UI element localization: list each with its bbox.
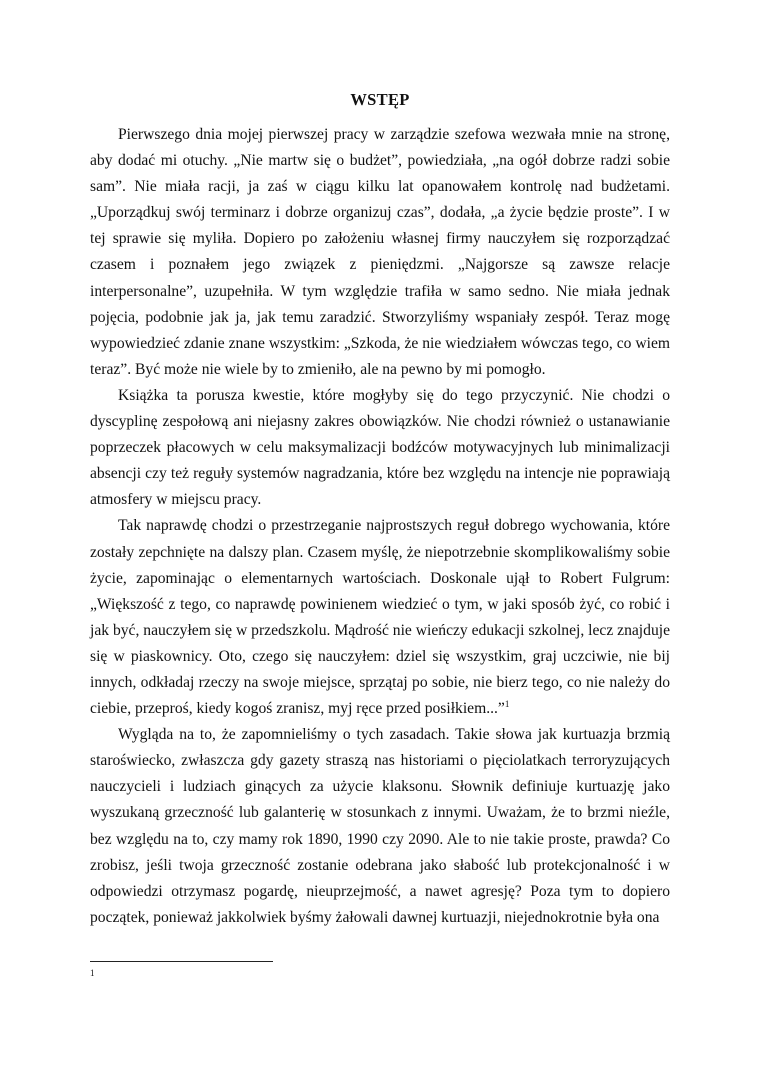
footnote-reference: 1	[504, 698, 510, 709]
body-text	[90, 122, 670, 931]
footnote-separator	[90, 961, 273, 962]
paragraph-2: Książka ta porusza kwestie, które mogłyby się do tego przyczynić. Nie chodzi o dyscyplinę zespołową ani niejasny zakres obowiązków. Nie chodzi również o ustanawianie poprzeczek płacowych w celu maksymalizacji bodźców motywacyjnych lub minimalizacji absencji czy też reguły systemów nagradzania, które bez względu na intencje nie poprawiają atmosfery w miejscu pracy.	[90, 386, 670, 509]
paragraph-3-text: Tak naprawdę chodzi o przestrzeganie najprostszych reguł dobrego wychowania, które zostały zepchnięte na dalszy plan. Czasem myślę, że niepotrzebnie skomplikowaliśmy sobie życie, zapominając o elementarnych wartościach. Doskonale ujął to Robert Fulgrum: „Większość z tego, co naprawdę powinienem wiedzieć o tym, w jaki sposób żyć, co robić i jak być, nauczyłem się w przedszkolu. Mądrość nie wieńczy edukacji szkolnej, lecz znajduje się w piaskownicy. Oto, czego się nauczyłem: dziel się wszystkim, graj uczciwie, nie bij innych, odkładaj rzeczy na swoje miejsce, sprzątaj po sobie, nie bierz tego, co nie należy do ciebie, przeproś, kiedy kogoś zranisz, myj ręce przed posiłkiem...”	[90, 517, 670, 718]
footnote-number: 1	[90, 968, 95, 978]
paragraph-4: Wygląda na to, że zapomnieliśmy o tych zasadach. Takie słowa jak kurtuazja brzmią staroświecko, zwłaszcza gdy gazety straszą nas historiami o pięciolatkach terroryzujących nauczycieli i ludziach ginących za użycie klaksonu. Słownik definiuje kurtuazję jako wyszukaną grzeczność lub galanterię w stosunkach z innymi. Uważam, że to brzmi nieźle, bez względu na to, czy mamy rok 1890, 1990 czy 2090. Ale to nie takie proste, prawda? Co zrobisz, jeśli twoja grzeczność zostanie odebrana jako słabość lub protekcjonalność i w odpowiedzi otrzymasz pogardę, nieuprzejmość, a nawet agresję? Poza tym to dopiero początek, ponieważ jakkolwiek byśmy żałowali dawnej kurtuazji, niejednokrotnie była ona	[90, 726, 670, 926]
page-title: WSTĘP	[350, 90, 410, 109]
paragraph-3	[90, 513, 670, 722]
paragraph-1: Pierwszego dnia mojej pierwszej pracy w zarządzie szefowa wezwała mnie na stronę, aby dodać mi otuchy. „Nie martw się o budżet”, powiedziała, „na ogół dobrze radzi sobie sam”. Nie miała racji, ja zaś w ciągu kilku lat opanowałem kontrolę nad budżetami. „Uporządkuj swój terminarz i dobrze organizuj czas”, dodała, „a życie będzie proste”. I w tej sprawie się myliła. Dopiero po założeniu własnej firmy nauczyłem się rozporządzać czasem i poznałem jego związek z pieniędzmi. „Najgorsze są zawsze relacje interpersonalne”, uzupełniła. W tym względzie trafiła w samo sedno. Nie miała jednak pojęcia, podobnie jak ja, jak temu zaradzić. Stworzyliśmy wspaniały zespół. Teraz mogę wypowiedzieć zdanie znane wszystkim: „Szkoda, że nie wiedziałem wówczas tego, co wiem teraz”. Być może nie wiele by to zmieniło, ale na pewno by mi pomogło.	[90, 126, 670, 378]
